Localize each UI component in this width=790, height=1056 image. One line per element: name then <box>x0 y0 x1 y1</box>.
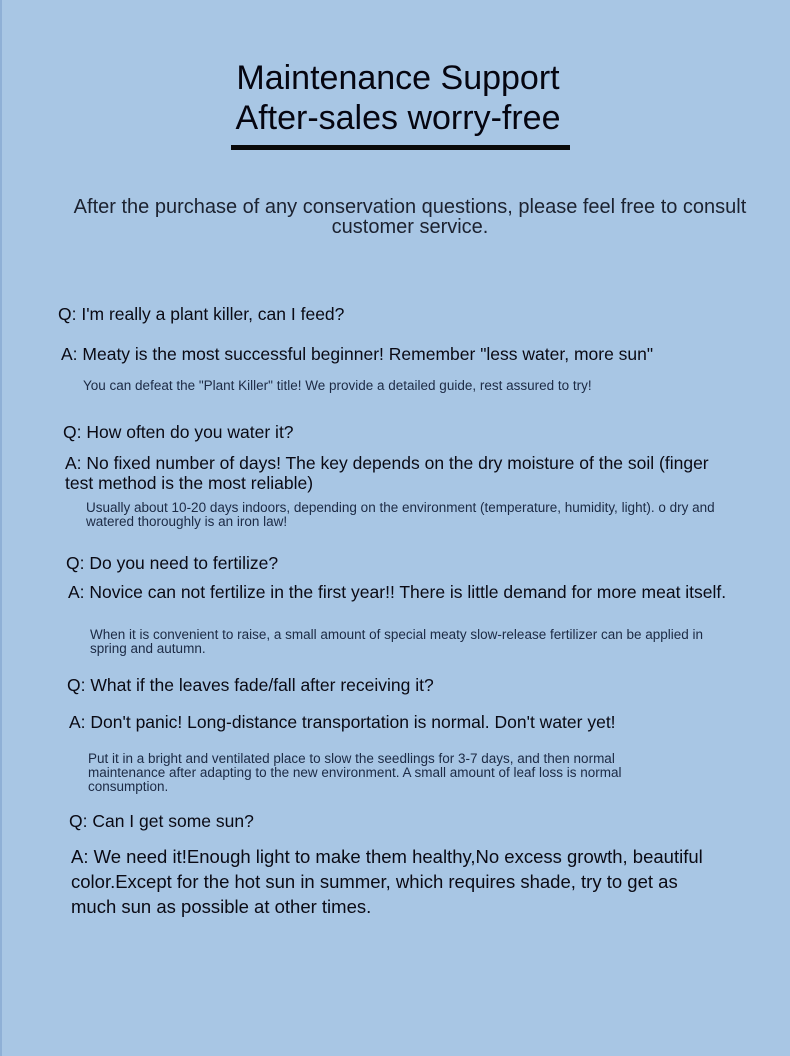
left-edge-divider <box>0 0 2 1056</box>
faq-question-5: Q: Can I get some sun? <box>69 811 254 831</box>
faq-answer-4: A: Don't panic! Long-distance transportation is normal. Don't water yet! <box>69 712 616 732</box>
intro-text: After the purchase of any conservation questions, please feel free to consult customer service. <box>73 196 747 238</box>
faq-note-2: Usually about 10-20 days indoors, depending on the environment (temperature, humidity, light). o dry and watered thoroughly is an iron law! <box>86 500 715 529</box>
page-title-line1: Maintenance Support <box>236 59 560 97</box>
faq-note-4: Put it in a bright and ventilated place to slow the seedlings for 3-7 days, and then normal maintenance after adapting to the new environment. A small amount of leaf loss is normal consumption. <box>88 751 622 794</box>
faq-note-3: When it is convenient to raise, a small amount of special meaty slow-release fertilizer can be applied in spring and autumn. <box>90 627 704 656</box>
faq-question-1: Q: I'm really a plant killer, can I feed? <box>58 304 345 324</box>
faq-question-3: Q: Do you need to fertilize? <box>66 553 279 573</box>
faq-question-4: Q: What if the leaves fade/fall after receiving it? <box>67 675 434 695</box>
page-title-line2: After-sales worry-free <box>235 99 561 137</box>
faq-answer-1: A: Meaty is the most successful beginner! Remember "less water, more sun" <box>61 344 654 364</box>
faq-note-1: You can defeat the "Plant Killer" title! We provide a detailed guide, rest assured to try! <box>83 378 592 393</box>
faq-answer-2: A: No fixed number of days! The key depends on the dry moisture of the soil (finger test method is the most reliable) <box>65 453 709 493</box>
title-underline <box>231 145 570 150</box>
faq-answer-5: A: We need it!Enough light to make them healthy,No excess growth, beautiful color.Except for the hot sun in summer, which requires shade, try to get as much sun as possible at other times. <box>71 846 703 917</box>
faq-answer-3: A: Novice can not fertilize in the first year!! There is little demand for more meat itself. <box>68 582 727 602</box>
faq-question-2: Q: How often do you water it? <box>63 422 294 442</box>
